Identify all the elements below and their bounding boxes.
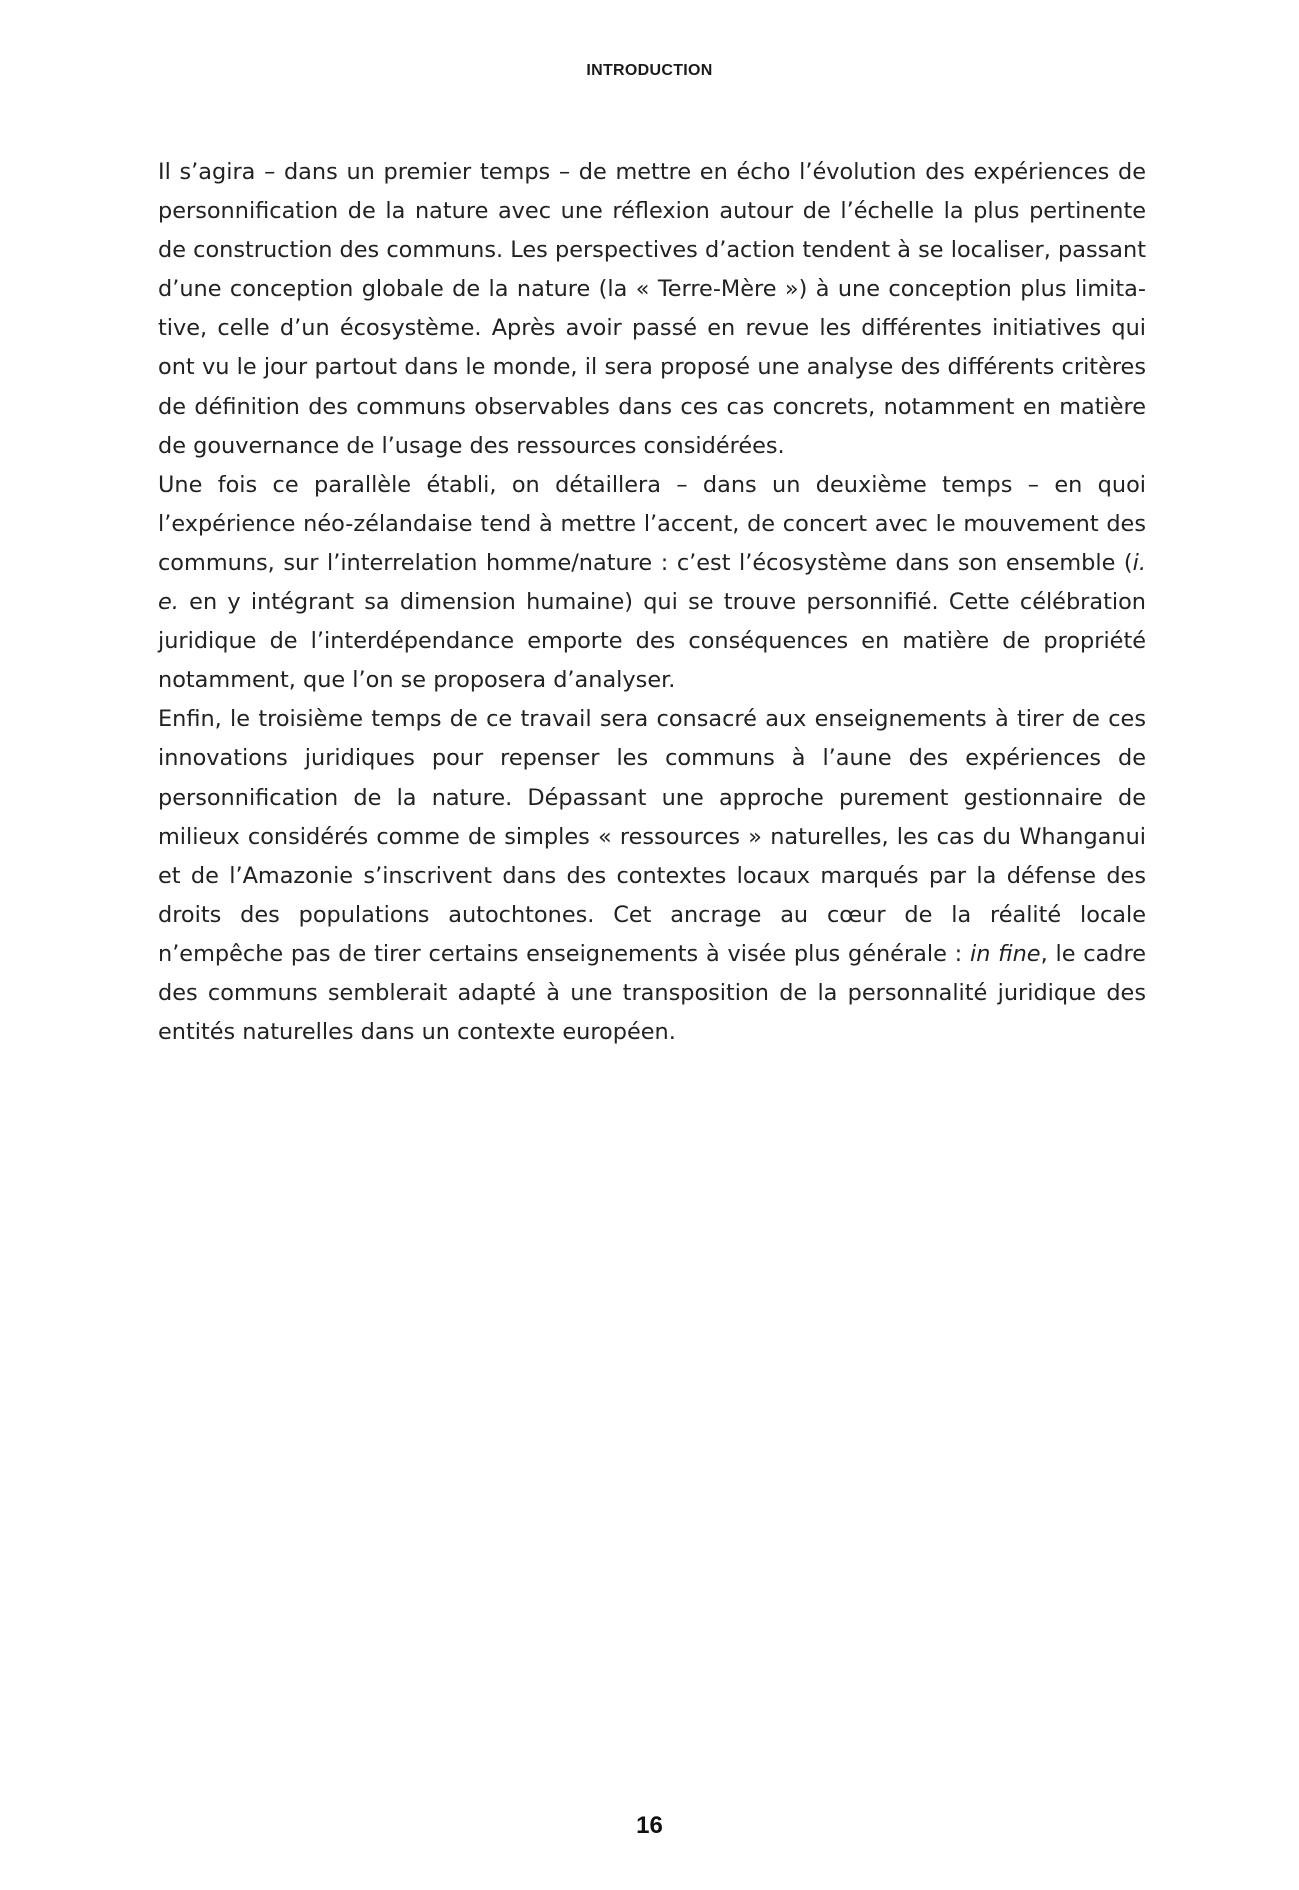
running-header: INTRODUCTION <box>586 62 713 79</box>
body-text <box>158 153 1146 1052</box>
paragraph-3-text-a: Enfin, le troisième temps de ce travail sera consacré aux enseignements à tirer de ces innovations juridiques pour repenser les communs à l’aune des expériences de personnification de la nature. Dépassant une approche purement gestionnaire de milieux considérés comme de simples « ressources » naturelles, les cas du Whanganui et de l’Amazonie s’inscrivent dans des contextes locaux marqués par la défense des droits des populations autochtones. Cet ancrage au cœur de la réalité locale n’empêche pas de tirer certains enseignements à visée plus générale : <box>158 706 1146 967</box>
paragraph-3-text-b: , le cadre des communs semblerait adapté à une transposition de la personnalité juridique des entités naturelles dans un contexte européen. <box>158 940 1146 1046</box>
paragraph-3-italic: in fine <box>969 940 1041 967</box>
paragraph-3 <box>158 700 1146 1052</box>
paragraph-1: Il s’agira – dans un premier temps – de mettre en écho l’évolution des expériences de personnification de la nature avec une réflexion autour de l’échelle la plus pertinente de construction des communs. Les perspectives d’action tendent à se localiser, passant d’une conception globale de la nature (la « Terre-Mère ») à une conception plus limitative, celle d’un écosystème. Après avoir passé en revue les différentes initiatives qui ont vu le jour partout dans le monde, il sera proposé une analyse des différents critères de définition des communs observables dans ces cas concrets, notamment en matière de gouvernance de l’usage des ressources considérées. <box>158 159 1146 459</box>
paragraph-2-text-a: Une fois ce parallèle établi, on détaillera – dans un deuxième temps – en quoi l’expérience néo-zélandaise tend à mettre l’accent, de concert avec le mouvement des communs, sur l’interrelation homme/nature : c’est l’écosystème dans son ensemble ( <box>158 471 1146 576</box>
page-number: 16 <box>636 1812 663 1839</box>
paragraph-2 <box>158 466 1146 701</box>
paragraph-2-text-b: en y intégrant sa dimension humaine) qui se trouve personnifié. Cette célébration juridique de l’interdépendance emporte des conséquences en matière de propriété notamment, que l’on se proposera d’analyser. <box>158 589 1146 694</box>
paragraph-2-italic: i. e. <box>158 549 1146 616</box>
